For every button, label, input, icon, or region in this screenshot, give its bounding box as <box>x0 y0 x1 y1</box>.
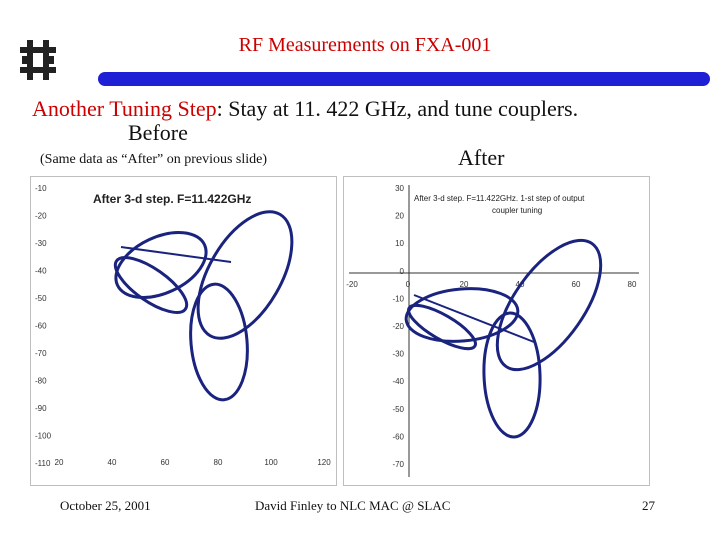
before-y-tick-label: -60 <box>35 321 47 331</box>
lab-logo <box>18 38 58 87</box>
before-y-tick-label: -100 <box>35 431 52 441</box>
after-y-tick-label: -10 <box>392 294 404 304</box>
before-loop-bottom <box>186 282 252 402</box>
before-y-tick-label: -20 <box>35 211 47 221</box>
before-y-tick-label: -50 <box>35 294 47 303</box>
after-y-tick-label: -50 <box>392 404 404 414</box>
footer-author: David Finley to NLC MAC @ SLAC <box>255 498 451 513</box>
before-x-tick-label: 40 <box>107 458 117 467</box>
after-plot-title-line1: After 3-d step. F=11.422GHz. 1-st step of output <box>414 194 585 203</box>
before-polar-plot <box>30 176 337 486</box>
after-plot-title-line2: coupler tuning <box>492 206 543 215</box>
slide-title: RF Measurements on FXA-001 <box>238 34 492 56</box>
heading-text: : Stay at 11. 422 GHz, and tune couplers. <box>216 96 579 121</box>
before-y-tick-label: -70 <box>35 349 47 358</box>
slide-heading <box>32 96 578 122</box>
before-plot-title: After 3-d step. F=11.422GHz <box>93 192 252 206</box>
before-x-tick-label: 120 <box>317 458 331 467</box>
after-y-tick-label: -40 <box>392 377 404 387</box>
after-y-tick-label: -60 <box>392 432 404 442</box>
lab-logo-icon <box>18 38 58 82</box>
before-plot-svg <box>31 177 336 485</box>
after-x-tick-label: 0 <box>405 280 411 289</box>
after-y-ticks <box>392 184 404 469</box>
after-loop-bottom <box>482 312 542 438</box>
footer-date: October 25, 2001 <box>60 498 151 513</box>
after-y-tick-label: 30 <box>395 184 404 193</box>
before-y-tick-label: -30 <box>35 239 47 248</box>
after-y-tick-label: 10 <box>395 239 404 249</box>
after-polar-plot <box>343 176 650 486</box>
after-y-tick-label: -70 <box>392 460 404 469</box>
heading-highlight: Another Tuning Step <box>32 96 217 121</box>
before-y-tick-label: -90 <box>35 404 47 413</box>
before-x-tick-label: 20 <box>54 458 64 467</box>
after-y-tick-label: -20 <box>392 322 404 331</box>
after-x-tick-label: 80 <box>627 280 637 289</box>
before-x-tick-label: 60 <box>160 458 170 467</box>
before-y-tick-label: -40 <box>35 266 47 276</box>
before-label: Before <box>128 120 188 145</box>
after-y-tick-label: -30 <box>392 349 404 359</box>
before-trace <box>106 196 312 402</box>
after-trace <box>403 223 621 437</box>
after-x-tick-label: 20 <box>459 280 469 289</box>
after-x-ticks <box>346 280 637 289</box>
after-x-tick-label: 40 <box>515 280 525 289</box>
before-x-ticks <box>55 458 332 467</box>
after-x-tick-label: 60 <box>571 280 581 289</box>
before-y-tick-label: -80 <box>35 376 47 386</box>
after-x-tick-label: -20 <box>346 280 358 289</box>
before-x-tick-label: 100 <box>264 458 278 467</box>
before-y-tick-label: -10 <box>35 184 47 193</box>
before-y-tick-label: -110 <box>35 459 51 468</box>
title-divider <box>98 72 710 86</box>
page-number: 27 <box>642 498 655 513</box>
after-y-tick-label: 20 <box>395 211 404 221</box>
after-loop-right <box>477 223 620 386</box>
note-text: (Same data as “After” on previous slide) <box>40 152 268 167</box>
before-y-ticks <box>35 184 52 468</box>
after-plot-svg <box>344 177 649 485</box>
after-label: After <box>458 145 505 170</box>
after-y-tick-label: 0 <box>399 266 404 276</box>
before-x-tick-label: 80 <box>213 458 223 467</box>
